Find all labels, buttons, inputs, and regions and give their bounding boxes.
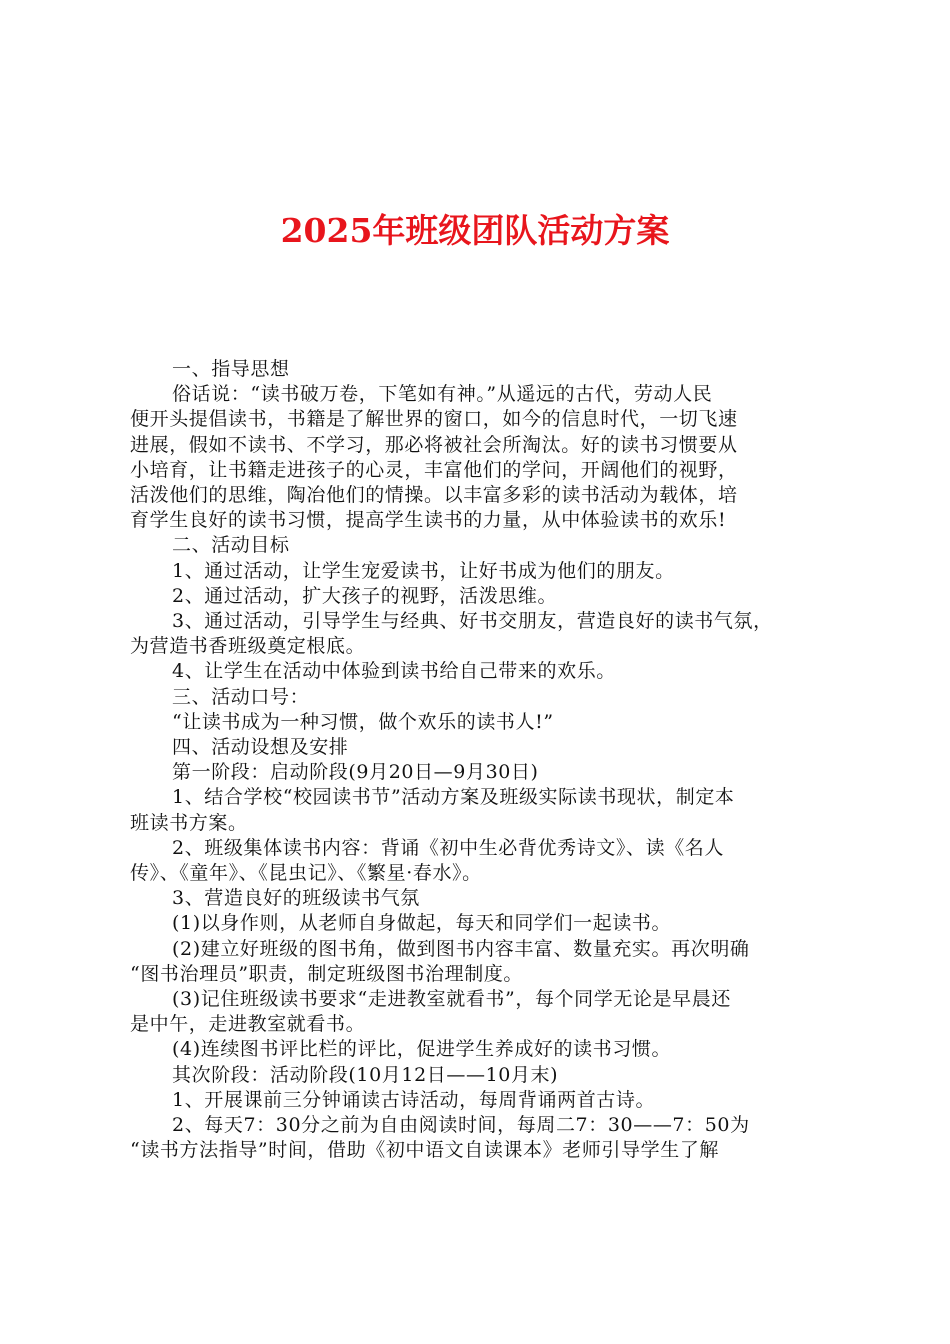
text-line: 3、通过活动，引导学生与经典、好书交朋友，营造良好的读书气氛， bbox=[172, 610, 773, 633]
text-line: (2)建立好班级的图书角，做到图书内容丰富、数量充实。再次明确 bbox=[172, 937, 750, 960]
text-line: 三、活动口号： bbox=[172, 685, 310, 708]
text-line: 1、通过活动，让学生宠爱读书，让好书成为他们的朋友。 bbox=[172, 559, 675, 582]
text-line: (4)连续图书评比栏的评比，促进学生养成好的读书习惯。 bbox=[172, 1038, 672, 1061]
text-line: “读书方法指导”时间，借助《初中语文自读课本》老师引导学生了解 bbox=[130, 1139, 720, 1162]
text-line: 1、开展课前三分钟诵读古诗活动，每周背诵两首古诗。 bbox=[172, 1088, 656, 1111]
text-line: 一、指导思想 bbox=[172, 358, 290, 380]
text-line: (3)记住班级读书要求“走进教室就看书”，每个同学无论是早晨还 bbox=[172, 988, 731, 1011]
text-line: 4、让学生在活动中体验到读书给自己带来的欢乐。 bbox=[172, 660, 616, 683]
text-line: 传》、《童年》、《昆虫记》、《繁星·春水》。 bbox=[130, 862, 482, 885]
text-line: 进展，假如不读书、不学习，那必将被社会所淘汰。好的读书习惯要从 bbox=[130, 433, 738, 456]
text-line: 其次阶段：活动阶段(10月12日——10月末) bbox=[172, 1063, 559, 1086]
text-line: 2、班级集体读书内容：背诵《初中生必背优秀诗文》、读《名人 bbox=[172, 836, 724, 859]
text-line: 为营造书香班级奠定根底。 bbox=[130, 635, 366, 658]
text-line: 1、结合学校“校园读书节”活动方案及班级实际读书现状，制定本 bbox=[172, 786, 735, 809]
text-line: 2、每天7：30分之前为自由阅读时间，每周二7：30——7：50为 bbox=[172, 1114, 750, 1137]
text-line: 俗话说：“读书破万卷，下笔如有神。”从遥远的古代，劳动人民 bbox=[172, 383, 713, 406]
text-line: 育学生良好的读书习惯，提高学生读书的力量，从中体验读书的欢乐! bbox=[130, 509, 727, 532]
document-title: 2025年班级团队活动方案 bbox=[280, 211, 670, 250]
text-line: 3、营造良好的班级读书气氛 bbox=[172, 887, 420, 910]
text-line: 小培育，让书籍走进孩子的心灵，丰富他们的学问，开阔他们的视野， bbox=[130, 458, 738, 481]
text-line: 2、通过活动，扩大孩子的视野，活泼思维。 bbox=[172, 584, 558, 607]
text-line: 是中午，走进教室就看书。 bbox=[130, 1013, 366, 1036]
text-line: 第一阶段：启动阶段(9月20日—9月30日) bbox=[172, 761, 539, 784]
text-line: (1)以身作则，从老师自身做起，每天和同学们一起读书。 bbox=[172, 912, 672, 935]
text-line: 班读书方案。 bbox=[130, 811, 248, 834]
text-line: “让读书成为一种习惯，做个欢乐的读书人!” bbox=[172, 710, 554, 733]
document-body bbox=[130, 357, 836, 1164]
text-line: 便开头提倡读书，书籍是了解世界的窗口，如今的信息时代，一切飞速 bbox=[130, 408, 738, 431]
text-line: 活泼他们的思维，陶冶他们的情操。以丰富多彩的读书活动为载体，培 bbox=[130, 484, 738, 507]
text-line: 二、活动目标 bbox=[172, 534, 290, 557]
text-line: 四、活动设想及安排 bbox=[172, 736, 349, 759]
text-line: “图书治理员”职责，制定班级图书治理制度。 bbox=[130, 962, 524, 985]
